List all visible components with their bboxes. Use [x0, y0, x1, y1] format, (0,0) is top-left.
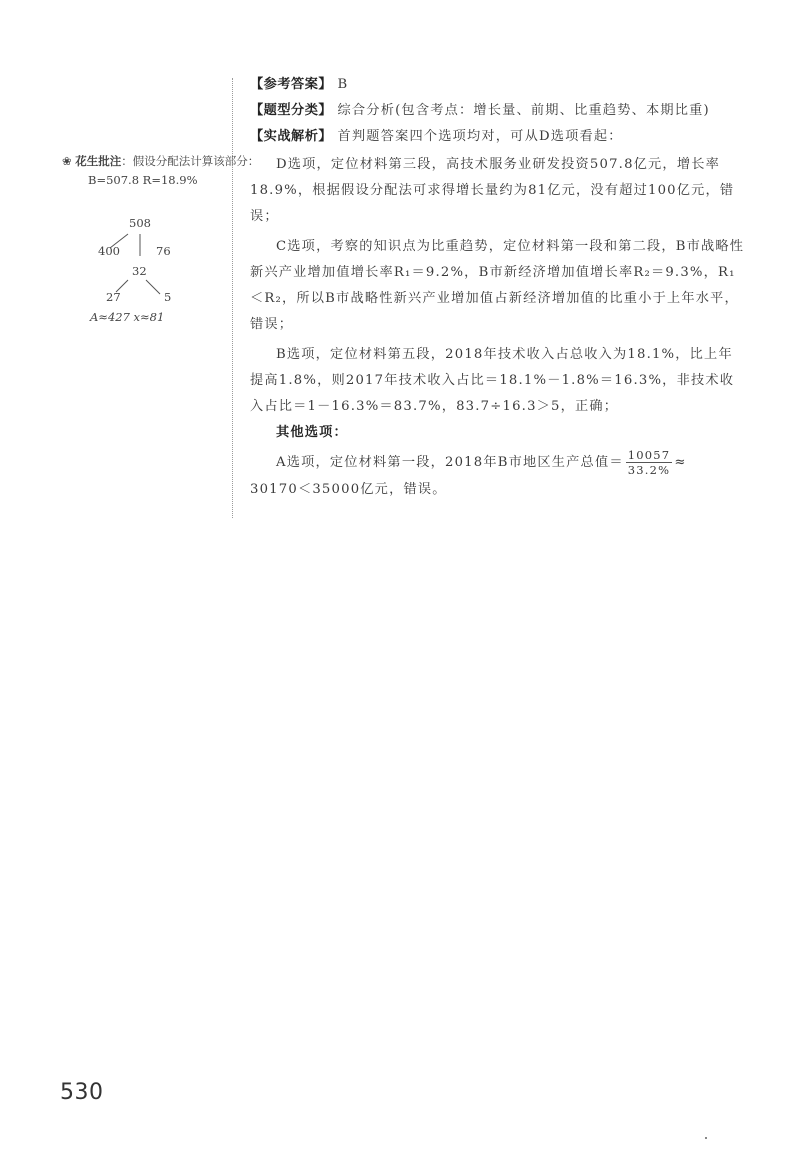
paragraph-b: B选项，定位材料第五段，2018年技术收入占总收入为18.1%，比上年提高1.8%，则2017年技术收入占比＝18.1%－1.8%＝16.3%，非技术收入占比＝1－16.3%＝83.7%，83.7÷16.3＞5，正确；	[250, 347, 735, 414]
analysis-line	[250, 124, 746, 150]
tree-leaf-right: 5	[164, 290, 172, 304]
tree-mid: 32	[132, 264, 147, 278]
paragraph-a	[276, 448, 746, 477]
answer-value: B	[337, 77, 349, 92]
speck	[705, 1137, 707, 1139]
other-options-heading: 其他选项：	[276, 425, 348, 440]
analysis-intro: 首判题答案四个选项均对，可从D选项看起：	[337, 129, 623, 144]
tree-left: 400	[98, 244, 120, 258]
tree-right: 76	[156, 244, 171, 258]
tree-root: 508	[129, 216, 151, 230]
fraction-denominator: 33.2%	[627, 463, 671, 477]
answer-tag: 【参考答案】	[250, 77, 333, 92]
fraction	[626, 448, 673, 477]
paragraph-a-text: A选项，定位材料第一段，2018年B市地区生产总值＝	[276, 454, 624, 470]
paragraph-c: C选项，考察的知识点为比重趋势，定位材料第一段和第二段，B市战略性新兴产业增加值增长率R₁＝9.2%，B市新经济增加值增长率R₂＝9.3%，R₁＜R₂，所以B市战略性新兴产业增加值占新经济增加值的比重小于上年水平，错误；	[250, 239, 745, 332]
fraction-numerator: 10057	[627, 448, 671, 462]
type-value: 综合分析(包含考点：增长量、前期、比重趋势、本期比重)	[337, 103, 710, 118]
type-line	[250, 98, 746, 124]
side-note-label: 花生批注	[75, 154, 122, 168]
column-divider	[232, 78, 233, 518]
tree-leaf-left: 27	[106, 290, 121, 304]
side-note-header: ❀ 花生批注：假设分配法计算该部分：	[62, 154, 260, 168]
analysis-tag: 【实战解析】	[250, 129, 333, 144]
page-number: 530	[60, 1080, 104, 1105]
answer-line	[250, 72, 746, 98]
answer-section	[250, 72, 746, 503]
side-note-values: B=507.8 R=18.9%	[88, 173, 198, 187]
flower-icon: ❀	[62, 154, 72, 168]
type-tag: 【题型分类】	[250, 103, 333, 118]
tree-line	[146, 280, 160, 294]
paragraph-d: D选项，定位材料第三段，高技术服务业研发投资507.8亿元，增长率18.9%，根据假设分配法可求得增长量约为81亿元，没有超过100亿元，错误；	[250, 157, 735, 224]
tree-result: A≈427 x≈81	[90, 310, 165, 324]
approx-symbol: ≈	[674, 454, 687, 470]
paragraph-a-continued: 30170＜35000亿元，错误。	[250, 482, 447, 497]
side-note-text: 假设分配法计算该部分：	[132, 154, 260, 168]
side-note	[62, 152, 260, 190]
